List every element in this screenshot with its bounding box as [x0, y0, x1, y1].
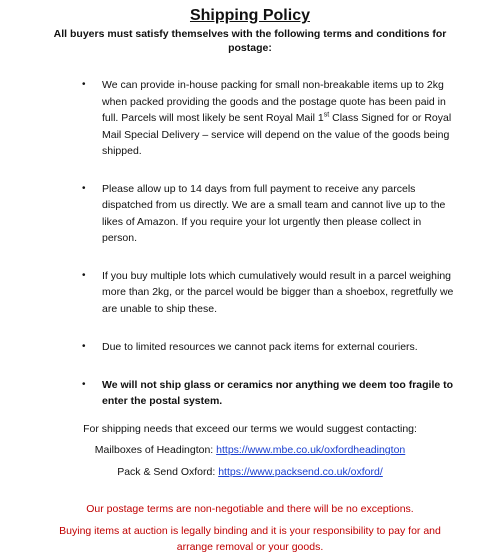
term-text-continued: Class Signed for or Royal Mail Special Delivery – service will depend on the value of the goods being shipped.: [102, 112, 452, 157]
contact-entry-packsend: [40, 464, 460, 481]
term-item-multiple-lots: [40, 268, 460, 318]
bullet-icon: •: [82, 79, 86, 90]
page-subtitle: All buyers must satisfy themselves with the following terms and conditions for postage:: [53, 28, 447, 54]
notice-legally-binding: Buying items at auction is legally binding and it is your responsibility to pay for and arrange removal or your goods.: [59, 524, 441, 553]
term-item-packing: [40, 77, 460, 160]
term-item-fragile: [40, 377, 460, 410]
term-item-external-couriers: [40, 339, 460, 356]
terms-list: [40, 77, 460, 410]
term-text: If you buy multiple lots which cumulatively would result in a parcel weighing more than 2kg, or the parcel would be bigger than a shoebox, regretfully we are unable to ship these.: [102, 269, 454, 315]
packsend-link[interactable]: https://www.packsend.co.uk/oxford/: [218, 465, 383, 478]
bullet-icon: •: [82, 341, 86, 352]
contact-label: Mailboxes of Headington:: [94, 444, 217, 456]
contact-section: [40, 421, 460, 481]
bullet-icon: •: [82, 182, 86, 194]
page-title: Shipping Policy: [189, 7, 310, 24]
ordinal-suffix: st: [323, 111, 330, 119]
term-text: Due to limited resources we cannot pack items for external couriers.: [102, 341, 418, 353]
bullet-icon: •: [82, 269, 86, 281]
notice-non-negotiable: Our postage terms are non-negotiable and there will be no exceptions.: [86, 503, 414, 515]
bullet-icon: •: [82, 378, 86, 390]
contact-entry-mbe: [40, 442, 460, 459]
term-text: Please allow up to 14 days from full payment to receive any parcels dispatched from us directly. We are a small team and cannot live up to the likes of Amazon. If you require your lot urgently then please collect in person.: [102, 182, 446, 244]
contact-label: Pack & Send Oxford:: [117, 465, 219, 478]
term-text: We can provide in-house packing for small non-breakable items up to 2kg when packed providing the goods and the postage quote has been paid in full. Parcels will most likely be sent Royal Mail 1: [102, 79, 446, 124]
mbe-link[interactable]: https://www.mbe.co.uk/oxfordheadington: [216, 444, 406, 456]
contact-intro: For shipping needs that exceed our terms we would suggest contacting:: [83, 422, 417, 435]
term-text: We will not ship glass or ceramics nor anything we deem too fragile to enter the postal system.: [102, 378, 454, 407]
term-item-delivery-time: [40, 181, 460, 247]
